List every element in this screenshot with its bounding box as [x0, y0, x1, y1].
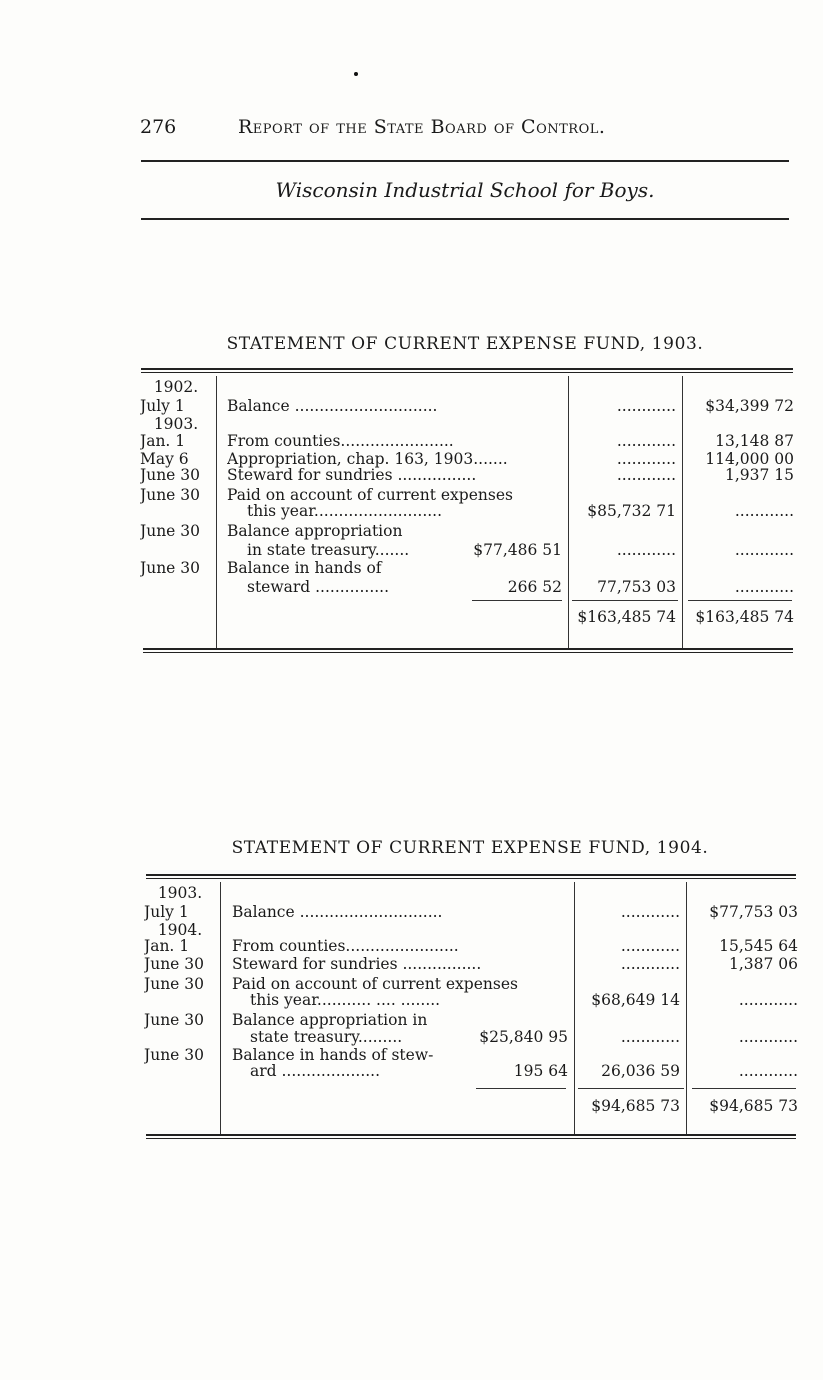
row-amount: ............: [616, 450, 676, 468]
row-description: Paid on account of current expenses: [227, 486, 513, 504]
row-date: June 30: [140, 559, 201, 577]
row-description: state treasury.........: [250, 1028, 403, 1046]
row-total: ............: [734, 541, 794, 559]
row-description: Appropriation, chap. 163, 1903.......: [227, 450, 508, 468]
row-amount: 26,036 59: [601, 1062, 680, 1080]
row-description: Balance appropriation: [227, 522, 403, 540]
row-amount: $85,732 71: [587, 502, 676, 520]
statement-1904-top-rule: [146, 874, 796, 879]
row-description: Balance .............................: [227, 397, 438, 415]
row-date: Jan. 1: [140, 432, 186, 450]
row-date: 1903.: [157, 884, 203, 902]
row-description: Steward for sundries ................: [227, 466, 477, 484]
statement-1903-top-rule: [141, 368, 793, 373]
row-amount: ............: [616, 541, 676, 559]
row-date: June 30: [144, 1011, 205, 1029]
row-date: June 30: [140, 466, 201, 484]
row-amount: $163,485 74: [577, 608, 676, 626]
ink-speck: [354, 72, 358, 76]
row-description: this year........... .... ........: [250, 991, 441, 1009]
divider: [686, 882, 687, 1136]
row-total: ............: [738, 1062, 798, 1080]
row-amount: 77,753 03: [597, 578, 676, 596]
row-total: ............: [734, 578, 794, 596]
row-date: Jan. 1: [144, 937, 190, 955]
divider: [682, 376, 683, 650]
row-inner-amount: 266 52: [507, 578, 562, 596]
sum-rule: [476, 1088, 566, 1089]
row-total: ............: [738, 991, 798, 1009]
row-amount: ............: [620, 955, 680, 973]
row-description: steward ...............: [247, 578, 390, 596]
row-inner-amount: $77,486 51: [473, 541, 562, 559]
row-total: 114,000 00: [705, 450, 794, 468]
row-total: ............: [734, 502, 794, 520]
row-description: Balance in hands of: [227, 559, 382, 577]
row-amount: ............: [620, 1028, 680, 1046]
statement-1903-title: STATEMENT OF CURRENT EXPENSE FUND, 1903.: [226, 334, 704, 354]
row-total: ............: [738, 1028, 798, 1046]
row-total: $34,399 72: [705, 397, 794, 415]
row-date: 1902.: [153, 378, 199, 396]
divider: [568, 376, 569, 650]
row-date: June 30: [144, 955, 205, 973]
row-description: Steward for sundries ................: [232, 955, 482, 973]
row-inner-amount: $25,840 95: [479, 1028, 568, 1046]
row-date: June 30: [144, 1046, 205, 1064]
subtitle-rule: [141, 218, 789, 220]
row-amount: ............: [620, 937, 680, 955]
statement-1904-bottom-rule: [146, 1134, 796, 1139]
row-amount: ............: [616, 432, 676, 450]
sum-rule: [692, 1088, 796, 1089]
page-number: 276: [140, 116, 177, 138]
row-description: Balance appropriation in: [232, 1011, 428, 1029]
row-amount: ............: [616, 397, 676, 415]
statement-1904-title: STATEMENT OF CURRENT EXPENSE FUND, 1904.: [231, 838, 709, 858]
divider: [220, 882, 221, 1136]
statement-1903-bottom-rule: [143, 648, 793, 653]
row-total: $94,685 73: [709, 1097, 798, 1115]
row-description: ard ....................: [250, 1062, 381, 1080]
row-inner-amount: 195 64: [513, 1062, 568, 1080]
row-amount: $68,649 14: [591, 991, 680, 1009]
row-description: this year..........................: [247, 502, 443, 520]
row-total: 1,387 06: [728, 955, 798, 973]
row-description: Balance in hands of stew-: [232, 1046, 434, 1064]
row-date: June 30: [144, 975, 205, 993]
row-description: From counties.......................: [227, 432, 454, 450]
row-amount: ............: [620, 903, 680, 921]
row-date: July 1: [144, 903, 189, 921]
row-date: June 30: [140, 522, 201, 540]
row-amount: $94,685 73: [591, 1097, 680, 1115]
row-total: 1,937 15: [724, 466, 794, 484]
sum-rule: [472, 600, 562, 601]
row-description: in state treasury.......: [247, 541, 410, 559]
running-head: Report of the State Board of Control.: [238, 116, 606, 138]
sum-rule: [688, 600, 792, 601]
row-description: From counties.......................: [232, 937, 459, 955]
row-date: May 6: [140, 450, 189, 468]
row-total: 13,148 87: [715, 432, 794, 450]
sum-rule: [572, 600, 678, 601]
section-subtitle: Wisconsin Industrial School for Boys.: [275, 178, 655, 202]
row-date: 1903.: [153, 415, 199, 433]
divider: [574, 882, 575, 1136]
row-date: June 30: [140, 486, 201, 504]
row-date: July 1: [140, 397, 185, 415]
row-total: 15,545 64: [719, 937, 798, 955]
row-total: $77,753 03: [709, 903, 798, 921]
divider: [216, 376, 217, 650]
row-amount: ............: [616, 466, 676, 484]
row-total: $163,485 74: [695, 608, 794, 626]
row-description: Paid on account of current expenses: [232, 975, 518, 993]
row-date: 1904.: [157, 921, 203, 939]
header-rule: [141, 160, 789, 162]
row-description: Balance .............................: [232, 903, 443, 921]
sum-rule: [578, 1088, 684, 1089]
